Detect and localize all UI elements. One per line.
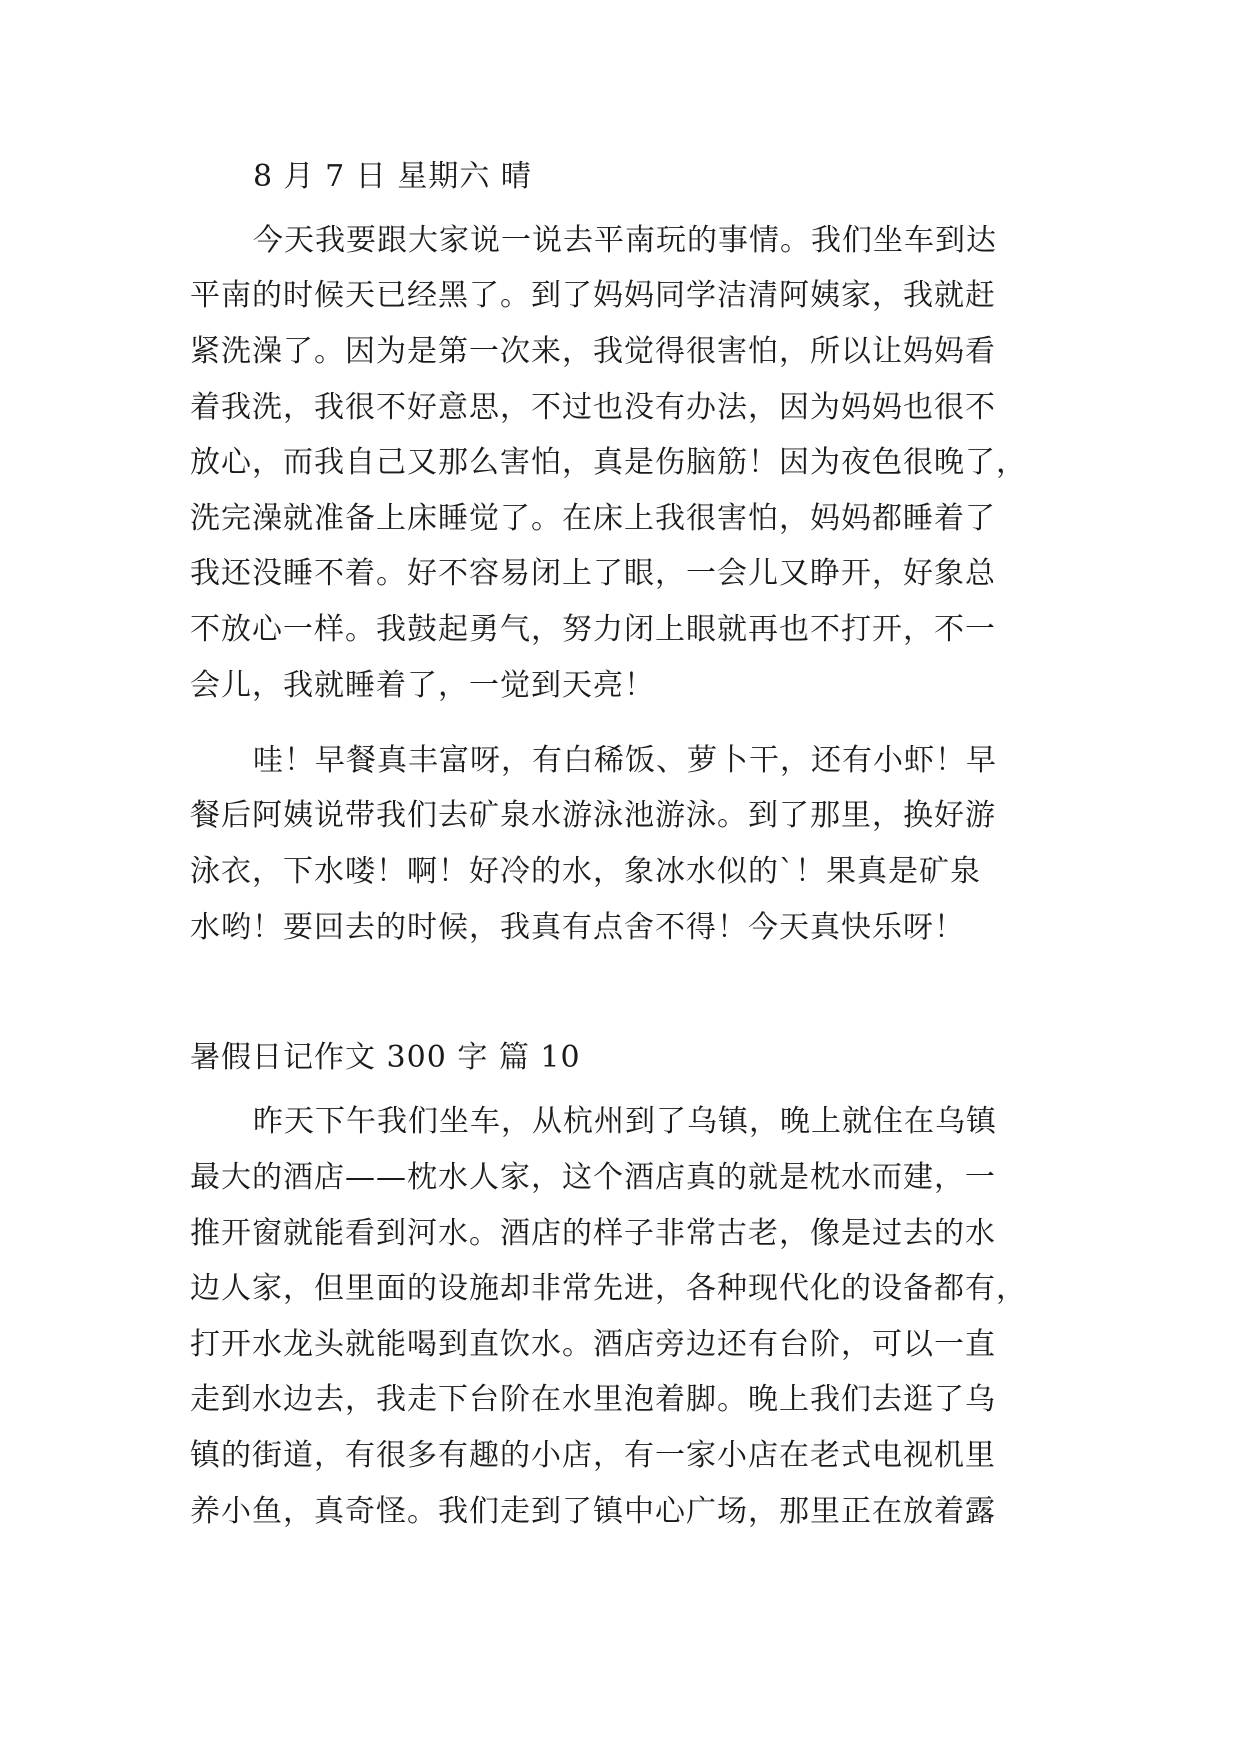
diary-date-line: 8 月 7 日 星期六 晴 [253, 159, 532, 194]
text-line: 边人家，但里面的设施却非常先进，各种现代化的设备都有， [190, 1271, 1027, 1306]
section-heading: 暑假日记作文 300 字 篇 10 [190, 1040, 581, 1075]
text-line: 洗完澡就准备上床睡觉了。在床上我很害怕，妈妈都睡着了 [190, 501, 996, 536]
text-line: 镇的街道，有很多有趣的小店，有一家小店在老式电视机里 [190, 1438, 996, 1473]
text-line: 着我洗，我很不好意思，不过也没有办法，因为妈妈也很不 [190, 390, 996, 425]
text-line: 泳衣，下水喽！啊！好冷的水，象冰水似的`！果真是矿泉 [190, 854, 981, 889]
text-line: 养小鱼，真奇怪。我们走到了镇中心广场，那里正在放着露 [190, 1494, 996, 1529]
text-line: 昨天下午我们坐车，从杭州到了乌镇，晚上就住在乌镇 [253, 1104, 997, 1139]
text-line: 推开窗就能看到河水。酒店的样子非常古老，像是过去的水 [190, 1216, 996, 1251]
text-line: 打开水龙头就能喝到直饮水。酒店旁边还有台阶，可以一直 [190, 1327, 996, 1362]
text-line: 会儿，我就睡着了，一觉到天亮！ [190, 668, 655, 703]
text-line: 不放心一样。我鼓起勇气，努力闭上眼就再也不打开，不一 [190, 612, 996, 647]
text-line: 哇！早餐真丰富呀，有白稀饭、萝卜干，还有小虾！早 [253, 743, 997, 778]
text-line: 最大的酒店——枕水人家，这个酒店真的就是枕水而建，一 [190, 1160, 996, 1195]
text-line: 我还没睡不着。好不容易闭上了眼，一会儿又睁开，好象总 [190, 556, 996, 591]
text-line: 今天我要跟大家说一说去平南玩的事情。我们坐车到达 [253, 223, 997, 258]
text-line: 平南的时候天已经黑了。到了妈妈同学洁清阿姨家，我就赶 [190, 278, 996, 313]
text-line: 水哟！要回去的时候，我真有点舍不得！今天真快乐呀！ [190, 910, 965, 945]
text-line: 紧洗澡了。因为是第一次来，我觉得很害怕，所以让妈妈看 [190, 334, 996, 369]
text-line: 餐后阿姨说带我们去矿泉水游泳池游泳。到了那里，换好游 [190, 798, 996, 833]
text-line: 走到水边去，我走下台阶在水里泡着脚。晚上我们去逛了乌 [190, 1382, 996, 1417]
text-line: 放心，而我自己又那么害怕，真是伤脑筋！因为夜色很晚了， [190, 445, 1027, 480]
